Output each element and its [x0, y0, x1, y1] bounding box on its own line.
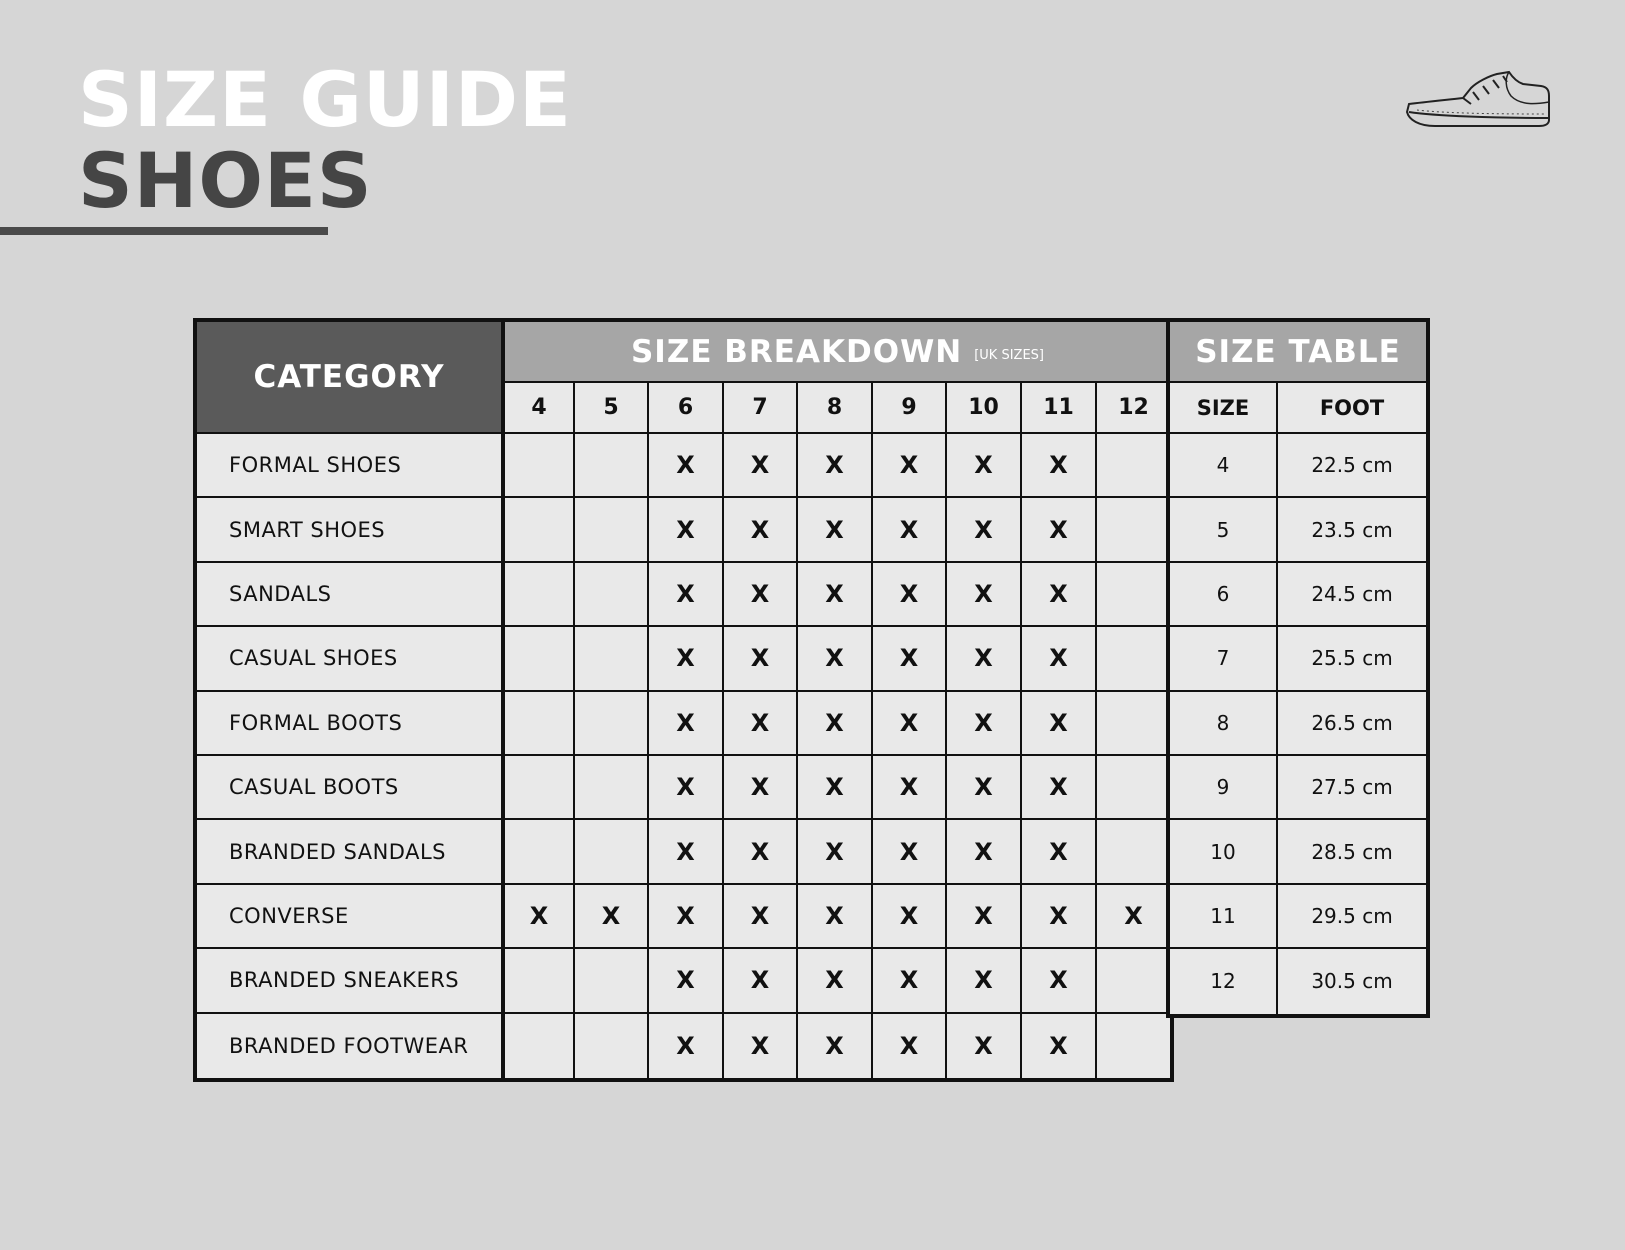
- foot-length-value: 30.5 cm: [1278, 949, 1426, 1013]
- availability-cell: X: [873, 756, 947, 820]
- availability-cell: X: [649, 498, 724, 562]
- size-column-header: 8: [798, 383, 873, 434]
- foot-length-value: 22.5 cm: [1278, 434, 1426, 498]
- category-cell: BRANDED SANDALS: [197, 820, 505, 884]
- availability-cell: [1097, 563, 1170, 627]
- size-table-header: SIZE TABLE: [1170, 322, 1426, 383]
- category-header: CATEGORY: [197, 322, 505, 434]
- availability-cell: X: [649, 820, 724, 884]
- availability-cell: X: [798, 949, 873, 1013]
- availability-cell: X: [798, 563, 873, 627]
- size-value: 11: [1170, 885, 1278, 949]
- size-column-header: 11: [1022, 383, 1097, 434]
- size-value: 7: [1170, 627, 1278, 691]
- size-column-header: 10: [947, 383, 1022, 434]
- availability-cell: X: [947, 820, 1022, 884]
- availability-cell: X: [724, 563, 798, 627]
- availability-cell: [575, 1014, 649, 1078]
- foot-length-value: 24.5 cm: [1278, 563, 1426, 627]
- availability-cell: [575, 820, 649, 884]
- availability-cell: X: [1022, 563, 1097, 627]
- size-column-header: 7: [724, 383, 798, 434]
- availability-cell: X: [873, 498, 947, 562]
- availability-cell: X: [724, 627, 798, 691]
- category-cell: BRANDED SNEAKERS: [197, 949, 505, 1013]
- availability-cell: [1097, 756, 1170, 820]
- foot-length-value: 28.5 cm: [1278, 820, 1426, 884]
- size-breakdown-subtitle: [UK SIZES]: [974, 348, 1044, 363]
- foot-length-value: 23.5 cm: [1278, 498, 1426, 562]
- availability-cell: X: [1022, 434, 1097, 498]
- availability-cell: X: [1022, 692, 1097, 756]
- page-title: SIZE GUIDE: [78, 55, 572, 144]
- availability-cell: X: [947, 692, 1022, 756]
- availability-cell: X: [649, 949, 724, 1013]
- availability-cell: X: [947, 949, 1022, 1013]
- size-breakdown-header: [505, 322, 1170, 383]
- availability-cell: [575, 563, 649, 627]
- foot-column-header: FOOT: [1278, 383, 1426, 434]
- availability-cell: X: [798, 756, 873, 820]
- availability-cell: [505, 563, 575, 627]
- availability-cell: X: [798, 434, 873, 498]
- availability-cell: X: [947, 498, 1022, 562]
- availability-cell: [505, 756, 575, 820]
- category-cell: BRANDED FOOTWEAR: [197, 1014, 505, 1078]
- availability-cell: X: [1022, 627, 1097, 691]
- size-breakdown-table: [193, 318, 1174, 1082]
- availability-cell: X: [649, 627, 724, 691]
- availability-cell: X: [873, 627, 947, 691]
- foot-length-value: 29.5 cm: [1278, 885, 1426, 949]
- availability-cell: X: [649, 1014, 724, 1078]
- availability-cell: X: [505, 885, 575, 949]
- availability-cell: X: [1022, 756, 1097, 820]
- availability-cell: X: [947, 563, 1022, 627]
- availability-cell: X: [873, 885, 947, 949]
- size-value: 12: [1170, 949, 1278, 1013]
- category-cell: CONVERSE: [197, 885, 505, 949]
- availability-cell: [575, 949, 649, 1013]
- size-column-header: 5: [575, 383, 649, 434]
- availability-cell: X: [724, 756, 798, 820]
- category-cell: CASUAL SHOES: [197, 627, 505, 691]
- availability-cell: [575, 498, 649, 562]
- availability-cell: [575, 627, 649, 691]
- availability-cell: X: [649, 885, 724, 949]
- availability-cell: X: [873, 434, 947, 498]
- foot-length-value: 27.5 cm: [1278, 756, 1426, 820]
- availability-cell: X: [947, 434, 1022, 498]
- availability-cell: [505, 434, 575, 498]
- size-value: 5: [1170, 498, 1278, 562]
- availability-cell: [1097, 1014, 1170, 1078]
- category-cell: FORMAL SHOES: [197, 434, 505, 498]
- size-value: 4: [1170, 434, 1278, 498]
- availability-cell: X: [724, 498, 798, 562]
- availability-cell: X: [1022, 885, 1097, 949]
- size-value: 9: [1170, 756, 1278, 820]
- size-column-header: 9: [873, 383, 947, 434]
- availability-cell: [505, 498, 575, 562]
- availability-cell: X: [873, 1014, 947, 1078]
- availability-cell: [1097, 498, 1170, 562]
- availability-cell: [1097, 434, 1170, 498]
- size-value: 10: [1170, 820, 1278, 884]
- size-value: 8: [1170, 692, 1278, 756]
- availability-cell: X: [724, 820, 798, 884]
- availability-cell: [1097, 949, 1170, 1013]
- size-breakdown-title: SIZE BREAKDOWN: [630, 333, 963, 370]
- foot-length-value: 25.5 cm: [1278, 627, 1426, 691]
- availability-cell: X: [798, 1014, 873, 1078]
- availability-cell: X: [873, 692, 947, 756]
- category-cell: FORMAL BOOTS: [197, 692, 505, 756]
- availability-cell: X: [798, 627, 873, 691]
- size-column-header: 4: [505, 383, 575, 434]
- shoe-icon: [1405, 68, 1555, 130]
- page-subtitle: SHOES: [78, 136, 373, 225]
- availability-cell: X: [724, 949, 798, 1013]
- availability-cell: X: [798, 692, 873, 756]
- availability-cell: X: [649, 563, 724, 627]
- availability-cell: [575, 756, 649, 820]
- availability-cell: [505, 1014, 575, 1078]
- size-column-header: SIZE: [1170, 383, 1278, 434]
- availability-cell: X: [947, 885, 1022, 949]
- availability-cell: X: [724, 885, 798, 949]
- availability-cell: X: [724, 434, 798, 498]
- availability-cell: [575, 434, 649, 498]
- availability-cell: [1097, 820, 1170, 884]
- availability-cell: X: [1022, 820, 1097, 884]
- availability-cell: [1097, 692, 1170, 756]
- availability-cell: [575, 692, 649, 756]
- availability-cell: X: [724, 1014, 798, 1078]
- availability-cell: X: [1022, 1014, 1097, 1078]
- availability-cell: [505, 692, 575, 756]
- availability-cell: X: [1022, 498, 1097, 562]
- availability-cell: X: [724, 692, 798, 756]
- category-cell: SANDALS: [197, 563, 505, 627]
- availability-cell: X: [873, 949, 947, 1013]
- availability-cell: [505, 820, 575, 884]
- availability-cell: [505, 627, 575, 691]
- size-value: 6: [1170, 563, 1278, 627]
- availability-cell: X: [947, 627, 1022, 691]
- availability-cell: X: [575, 885, 649, 949]
- availability-cell: X: [947, 756, 1022, 820]
- size-column-header: 12: [1097, 383, 1170, 434]
- availability-cell: X: [947, 1014, 1022, 1078]
- availability-cell: X: [798, 820, 873, 884]
- availability-cell: X: [798, 885, 873, 949]
- foot-length-value: 26.5 cm: [1278, 692, 1426, 756]
- availability-cell: [505, 949, 575, 1013]
- availability-cell: X: [649, 434, 724, 498]
- category-cell: CASUAL BOOTS: [197, 756, 505, 820]
- category-cell: SMART SHOES: [197, 498, 505, 562]
- availability-cell: X: [649, 692, 724, 756]
- availability-cell: X: [798, 498, 873, 562]
- size-column-header: 6: [649, 383, 724, 434]
- availability-cell: X: [1022, 949, 1097, 1013]
- availability-cell: X: [873, 820, 947, 884]
- availability-cell: X: [649, 756, 724, 820]
- size-table: [1166, 318, 1430, 1018]
- title-underline: [0, 227, 328, 235]
- availability-cell: X: [873, 563, 947, 627]
- availability-cell: X: [1097, 885, 1170, 949]
- availability-cell: [1097, 627, 1170, 691]
